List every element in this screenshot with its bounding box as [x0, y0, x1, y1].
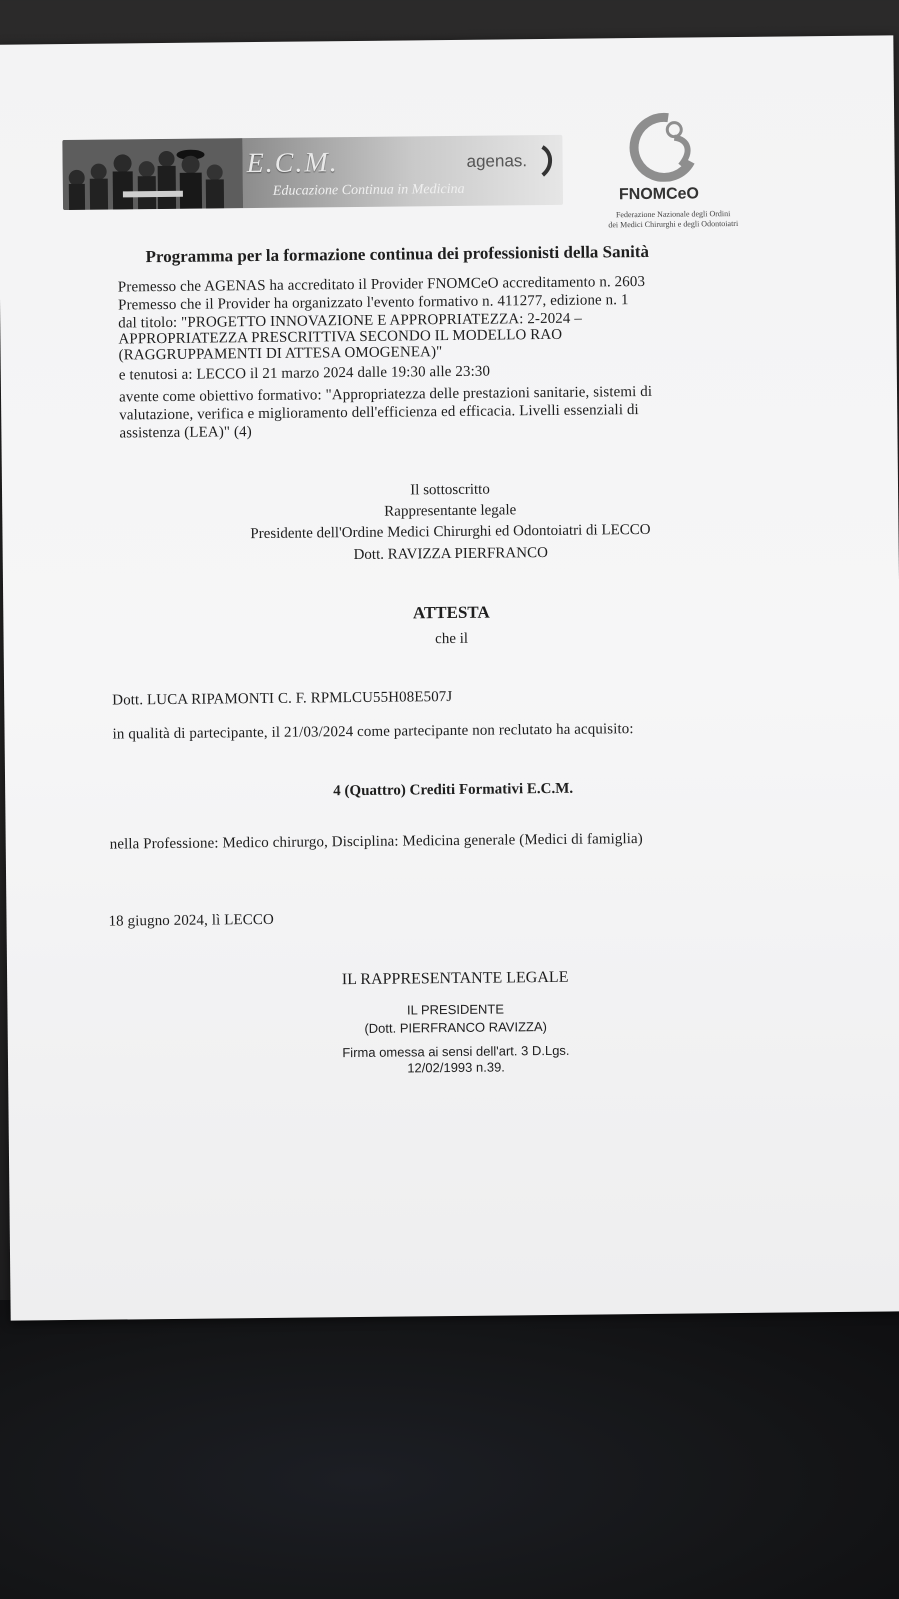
- premise-line: dal titolo: "PROGETTO INNOVAZIONE E APPROPRIATEZZA: 2-2024 –: [118, 310, 582, 332]
- fnomceo-subtitle-line: Federazione Nazionale degli Ordini: [615, 209, 731, 220]
- fnomceo-logo-icon: [628, 111, 703, 182]
- signatory-line: Presidente dell'Ordine Medici Chirurghi ed Odontoiatri di LECCO: [250, 521, 651, 543]
- signatory-line: Dott. RAVIZZA PIERFRANCO: [353, 544, 548, 564]
- premise-line: APPROPRIATEZZA PRESCRITTIVA SECONDO IL MODELLO RAO: [118, 326, 563, 348]
- page-title: Programma per la formazione continua dei professionisti della Sanità: [145, 241, 650, 267]
- attesta-heading: ATTESTA: [412, 602, 490, 623]
- president-label: IL PRESIDENTE: [406, 1001, 505, 1018]
- premise-line: avente come obiettivo formativo: "Appropriatezza delle prestazioni sanitarie, sistemi di: [118, 383, 653, 406]
- participation-text: in qualità di partecipante, il 21/03/2024 come partecipante non reclutato ha acquisito:: [112, 721, 634, 743]
- signatory-line: Il sottoscritto: [410, 481, 490, 499]
- premise-line: assistenza (LEA)" (4): [119, 424, 252, 442]
- credits-awarded: 4 (Quattro) Crediti Formativi E.C.M.: [333, 780, 574, 800]
- signatory-line: Rappresentante legale: [384, 502, 517, 520]
- ecm-subtitle: Educazione Continua in Medicina: [272, 181, 465, 199]
- premise-line: valutazione, verifica e miglioramento dell'efficienza ed efficacia. Livelli essenziali di: [119, 402, 639, 424]
- background-fabric: [0, 1300, 899, 1599]
- premise-line: (RAGGRUPPAMENTI DI ATTESA OMOGENEA)": [118, 344, 443, 364]
- agenas-logo-text: agenas.: [466, 151, 528, 171]
- premise-line: Premesso che AGENAS ha accreditato il Provider FNOMCeO accreditamento n. 2603: [117, 273, 646, 296]
- date-place: 18 giugno 2024, lì LECCO: [108, 911, 274, 930]
- signature-note: Firma omessa ai sensi dell'art. 3 D.Lgs.: [342, 1042, 570, 1061]
- certificate-page: [0, 35, 899, 1320]
- premise-line: Premesso che il Provider ha organizzato l'evento formativo n. 411277, edizione n. 1: [117, 292, 629, 314]
- banner-figures-image: [62, 138, 243, 210]
- fnomceo-subtitle-line: dei Medici Chirurghi e degli Odontoiatri: [608, 218, 739, 230]
- legal-representative-label: IL RAPPRESENTANTE LEGALE: [341, 968, 569, 989]
- fnomceo-name: FNOMCeO: [618, 185, 700, 204]
- participant-name: Dott. LUCA RIPAMONTI C. F. RPMLCU55H08E507J: [112, 688, 453, 709]
- ecm-title: E.C.M.: [246, 147, 339, 180]
- profession-text: nella Professione: Medico chirurgo, Disciplina: Medicina generale (Medici di famiglia): [109, 831, 643, 853]
- president-name: (Dott. PIERFRANCO RAVIZZA): [364, 1019, 547, 1036]
- fnomceo-subtitle: [583, 209, 763, 231]
- agenas-swoosh-icon: [538, 145, 556, 177]
- che-il-text: che il: [435, 630, 469, 648]
- premise-line: e tenutosi a: LECCO il 21 marzo 2024 dalle 19:30 alle 23:30: [118, 363, 491, 384]
- signature-note: 12/02/1993 n.39.: [407, 1059, 505, 1076]
- ecm-banner: [62, 135, 563, 210]
